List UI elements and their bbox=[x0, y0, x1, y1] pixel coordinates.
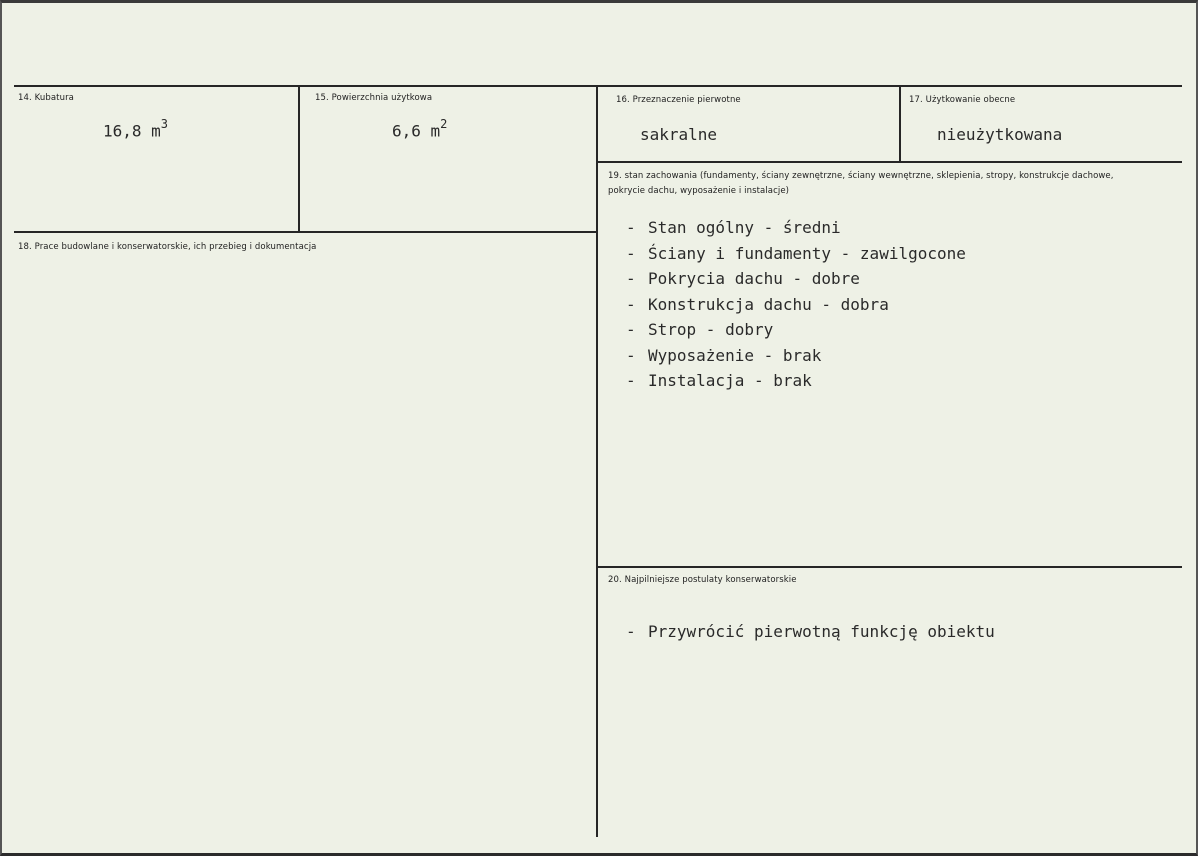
list-item: - Wyposażenie - brak bbox=[626, 345, 822, 365]
field-20-label: 20. Najpilniejsze postulaty konserwatorskie bbox=[608, 575, 797, 585]
list-item: - Pokrycia dachu - dobre bbox=[626, 269, 860, 288]
list-item: - Stan ogólny - średni bbox=[626, 218, 841, 237]
divider-16-17 bbox=[899, 85, 901, 161]
rule-below-19 bbox=[598, 566, 1182, 568]
powierzchnia-exponent: 2 bbox=[440, 117, 448, 131]
field-14-value bbox=[103, 119, 168, 140]
field-19-label: 19. stan zachowania (fundamenty, ściany zewnętrzne, ściany wewnętrzne, sklepienia, stropy, konstrukcje dachowe, pokrycie dachu, wyposażenie i instalacje) bbox=[608, 171, 1114, 196]
field-17-label: 17. Użytkowanie obecne bbox=[909, 95, 1016, 105]
divider-14-15 bbox=[298, 85, 300, 233]
rule-below-14-15 bbox=[14, 231, 598, 233]
field-18-label: 18. Prace budowlane i konserwatorskie, ich przebieg i dokumentacja bbox=[18, 242, 317, 252]
list-item: - Ściany i fundamenty - zawilgocone bbox=[626, 243, 966, 263]
field-15-label: 15. Powierzchnia użytkowa bbox=[315, 93, 433, 103]
stan-list bbox=[626, 215, 966, 394]
field-14-label: 14. Kubatura bbox=[18, 93, 74, 103]
field-16-value: sakralne bbox=[640, 125, 718, 144]
postulaty-list bbox=[626, 619, 995, 645]
list-item: - Przywrócić pierwotną funkcję obiektu bbox=[626, 622, 995, 641]
field-17-value: nieużytkowana bbox=[937, 125, 1063, 144]
rule-below-16-17 bbox=[598, 161, 1182, 163]
kubatura-number: 16,8 m bbox=[103, 121, 161, 141]
list-item: - Instalacja - brak bbox=[626, 371, 812, 390]
main-vertical-divider bbox=[596, 85, 598, 837]
field-16-label: 16. Przeznaczenie pierwotne bbox=[616, 95, 741, 105]
field-15-value bbox=[392, 119, 447, 140]
list-item: - Strop - dobry bbox=[626, 320, 774, 339]
list-item: - Konstrukcja dachu - dobra bbox=[626, 294, 889, 314]
top-rule bbox=[14, 85, 1182, 87]
powierzchnia-number: 6,6 m bbox=[392, 121, 441, 141]
kubatura-exponent: 3 bbox=[160, 117, 169, 131]
